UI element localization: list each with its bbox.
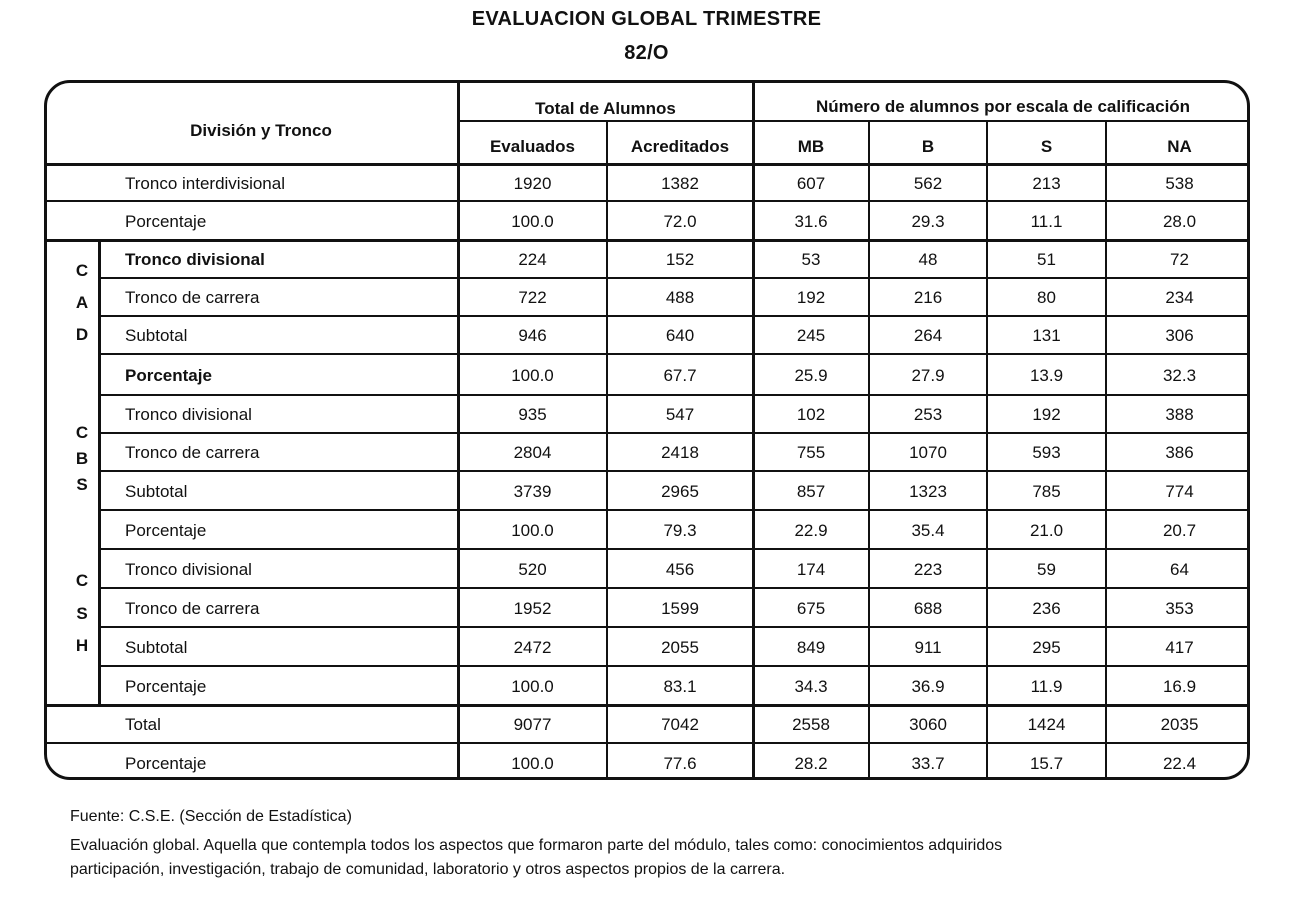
cell-na: 306 — [1165, 326, 1194, 345]
cell-evaluados: 935 — [518, 405, 547, 424]
division-group-letter: S — [76, 475, 88, 494]
grid-line-horizontal — [99, 548, 1250, 550]
row-label: Porcentaje — [125, 754, 207, 773]
cell-na: 64 — [1170, 560, 1189, 579]
cell-evaluados: 100.0 — [511, 677, 554, 696]
row-label: Subtotal — [125, 482, 188, 501]
cell-evaluados: 1920 — [513, 174, 552, 193]
definition-note-line2: participación, investigación, trabajo de comunidad, laboratorio y otros aspectos propios de la carrera. — [70, 861, 786, 878]
cell-s: 236 — [1032, 599, 1061, 618]
cell-s: 192 — [1032, 405, 1061, 424]
division-group-letter: B — [75, 449, 89, 468]
grid-line-vertical — [98, 240, 101, 705]
cell-na: 72 — [1170, 250, 1189, 269]
cell-s: 80 — [1037, 288, 1056, 307]
grid-line-horizontal — [47, 239, 1250, 242]
cell-na: 353 — [1165, 599, 1194, 618]
cell-s: 15.7 — [1029, 754, 1064, 773]
division-group-letter: C — [75, 571, 89, 590]
row-label: Tronco divisional — [125, 560, 252, 579]
cell-evaluados: 224 — [518, 250, 547, 269]
cell-mb: 849 — [796, 638, 826, 657]
cell-na: 32.3 — [1162, 366, 1197, 385]
row-label: Tronco interdivisional — [125, 174, 285, 193]
cell-s: 213 — [1032, 174, 1061, 193]
header-total-group: Total de Alumnos — [535, 99, 676, 118]
cell-b: 27.9 — [911, 366, 945, 385]
grid-line-horizontal — [99, 509, 1250, 511]
header-division: División y Tronco — [190, 121, 332, 140]
grid-line-horizontal — [99, 353, 1250, 355]
definition-note-line1: Evaluación global. Aquella que contempla todos los aspectos que formaron parte del módulo, tales como: conocimientos adquiridos — [70, 837, 1003, 854]
cell-s: 785 — [1032, 482, 1061, 501]
cell-b: 48 — [918, 250, 938, 269]
row-label: Porcentaje — [125, 521, 207, 540]
cell-na: 538 — [1165, 174, 1194, 193]
cell-na: 2035 — [1160, 715, 1199, 734]
row-label: Tronco divisional — [125, 250, 265, 269]
cell-acreditados: 2055 — [661, 638, 699, 657]
row-label: Tronco de carrera — [125, 443, 260, 462]
row-label: Tronco de carrera — [125, 599, 260, 618]
row-label: Subtotal — [125, 326, 188, 345]
grid-line-horizontal — [47, 163, 1250, 166]
division-group-letter: C — [75, 261, 89, 280]
cell-evaluados: 2472 — [513, 638, 552, 657]
header-acreditados: Acreditados — [630, 137, 730, 156]
cell-mb: 245 — [796, 326, 826, 345]
cell-evaluados: 2804 — [513, 443, 552, 462]
cell-evaluados: 520 — [518, 560, 547, 579]
cell-evaluados: 946 — [518, 326, 547, 345]
cell-evaluados: 100.0 — [511, 521, 554, 540]
row-label: Total — [125, 715, 161, 734]
cell-na: 386 — [1165, 443, 1194, 462]
cell-acreditados: 67.7 — [663, 366, 697, 385]
cell-s: 1424 — [1027, 715, 1066, 734]
grid-line-horizontal — [99, 587, 1250, 589]
header-b: B — [921, 137, 935, 156]
cell-mb: 25.9 — [794, 366, 828, 385]
cell-evaluados: 9077 — [513, 715, 552, 734]
row-label: Porcentaje — [125, 212, 207, 231]
row-label: Porcentaje — [125, 366, 212, 385]
cell-na: 388 — [1165, 405, 1194, 424]
cell-b: 29.3 — [911, 212, 945, 231]
cell-na: 234 — [1165, 288, 1194, 307]
header-s: S — [1040, 137, 1053, 156]
header-scale-group: Número de alumnos por escala de calificación — [815, 97, 1191, 116]
cell-b: 1323 — [909, 482, 947, 501]
cell-s: 13.9 — [1029, 366, 1064, 385]
header-evaluados: Evaluados — [489, 137, 576, 156]
cell-na: 28.0 — [1162, 212, 1197, 231]
cell-na: 22.4 — [1162, 754, 1197, 773]
cell-s: 51 — [1037, 250, 1056, 269]
header-mb: MB — [797, 137, 825, 156]
cell-acreditados: 488 — [665, 288, 695, 307]
cell-mb: 2558 — [792, 715, 830, 734]
cell-na: 16.9 — [1162, 677, 1197, 696]
cell-acreditados: 1599 — [661, 599, 699, 618]
grid-line-horizontal — [99, 432, 1250, 434]
grid-line-horizontal — [47, 742, 1250, 744]
cell-acreditados: 547 — [665, 405, 695, 424]
cell-b: 33.7 — [911, 754, 945, 773]
cell-evaluados: 1952 — [513, 599, 552, 618]
source-note: Fuente: C.S.E. (Sección de Estadística) — [70, 808, 352, 825]
cell-mb: 22.9 — [794, 521, 828, 540]
cell-b: 688 — [913, 599, 943, 618]
cell-b: 1070 — [909, 443, 947, 462]
grid-line-horizontal — [47, 704, 1250, 707]
cell-acreditados: 79.3 — [663, 521, 697, 540]
grid-line-horizontal — [458, 120, 1250, 122]
cell-acreditados: 77.6 — [663, 754, 697, 773]
cell-s: 593 — [1032, 443, 1061, 462]
division-group-letter: A — [75, 293, 89, 312]
cell-b: 253 — [913, 405, 943, 424]
row-label: Subtotal — [125, 638, 188, 657]
cell-mb: 755 — [796, 443, 826, 462]
cell-b: 911 — [914, 638, 942, 657]
cell-evaluados: 3739 — [513, 482, 552, 501]
row-label: Porcentaje — [125, 677, 207, 696]
division-group-letter: C — [75, 423, 89, 442]
cell-mb: 31.6 — [794, 212, 828, 231]
cell-b: 562 — [913, 174, 943, 193]
cell-acreditados: 1382 — [661, 174, 699, 193]
grid-line-horizontal — [99, 470, 1250, 472]
cell-na: 20.7 — [1162, 521, 1197, 540]
page-title: EVALUACION GLOBAL TRIMESTRE — [471, 8, 822, 30]
cell-evaluados: 100.0 — [511, 212, 554, 231]
cell-mb: 607 — [796, 174, 826, 193]
cell-s: 21.0 — [1029, 521, 1064, 540]
cell-b: 223 — [913, 560, 943, 579]
cell-b: 264 — [913, 326, 943, 345]
cell-s: 59 — [1037, 560, 1056, 579]
cell-acreditados: 83.1 — [663, 677, 697, 696]
cell-acreditados: 456 — [665, 560, 695, 579]
cell-mb: 675 — [796, 599, 826, 618]
cell-evaluados: 100.0 — [511, 754, 554, 773]
cell-mb: 34.3 — [794, 677, 828, 696]
cell-evaluados: 100.0 — [511, 366, 554, 385]
cell-s: 295 — [1032, 638, 1061, 657]
cell-b: 216 — [913, 288, 943, 307]
cell-mb: 28.2 — [794, 754, 828, 773]
cell-acreditados: 2965 — [661, 482, 699, 501]
division-group-letter: D — [75, 325, 89, 344]
cell-s: 11.1 — [1030, 212, 1063, 231]
grid-line-horizontal — [99, 626, 1250, 628]
cell-s: 11.9 — [1030, 677, 1063, 696]
evaluation-table — [44, 80, 1250, 780]
cell-acreditados: 2418 — [661, 443, 699, 462]
cell-na: 417 — [1165, 638, 1194, 657]
grid-line-horizontal — [99, 315, 1250, 317]
header-na: NA — [1167, 137, 1192, 156]
cell-mb: 192 — [796, 288, 826, 307]
row-label: Tronco de carrera — [125, 288, 260, 307]
cell-acreditados: 152 — [665, 250, 695, 269]
division-group-letter: H — [75, 636, 89, 655]
cell-mb: 174 — [796, 560, 826, 579]
cell-b: 3060 — [909, 715, 947, 734]
cell-b: 36.9 — [911, 677, 945, 696]
grid-line-horizontal — [99, 277, 1250, 279]
cell-acreditados: 640 — [665, 326, 695, 345]
cell-mb: 857 — [796, 482, 826, 501]
grid-line-horizontal — [47, 200, 1250, 202]
cell-acreditados: 7042 — [661, 715, 699, 734]
grid-line-horizontal — [99, 394, 1250, 396]
division-group-letter: S — [76, 604, 88, 623]
cell-evaluados: 722 — [518, 288, 547, 307]
grid-line-horizontal — [99, 665, 1250, 667]
cell-acreditados: 72.0 — [663, 212, 697, 231]
cell-na: 774 — [1165, 482, 1194, 501]
cell-s: 131 — [1032, 326, 1061, 345]
cell-mb: 53 — [801, 250, 821, 269]
cell-mb: 102 — [796, 405, 826, 424]
row-label: Tronco divisional — [125, 405, 252, 424]
cell-b: 35.4 — [911, 521, 945, 540]
page-subtitle: 82/O — [624, 42, 669, 64]
